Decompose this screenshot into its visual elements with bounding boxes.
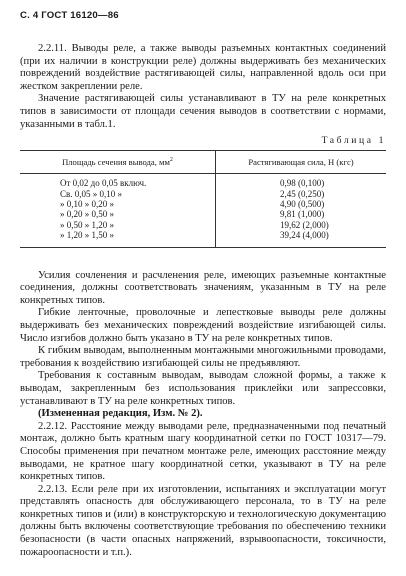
paragraph-force-value: Значение растягивающей силы устанавливают в ТУ на реле конкретных типов в зависимости от площади сечения выводов в соответствии с нормами, указанными в табл.1. [20, 93, 386, 130]
column-header-force: Растягивающая сила, Н (кгс) [216, 151, 387, 174]
force-table [20, 150, 386, 247]
cell-force: 2,45 (0,250) [280, 188, 325, 199]
table-row [20, 199, 386, 209]
table-row [20, 209, 386, 219]
cell-area: » 0,10 » 0,20 » [20, 199, 216, 209]
amendment-note: (Измененная редакция, Изм. № 2). [38, 408, 203, 420]
cell-force: 9,81 (1,000) [280, 209, 325, 220]
paragraph-2-2-11: 2.2.11. Выводы реле, а также выводы разъемных контактных соединений (при их наличии в конструкции реле) должны выдерживать без механических повреждений воздействие растягивающей силы, направленной вдоль оси при жестком закреплении реле. [20, 43, 386, 92]
table-caption: Таблица 1 [321, 135, 386, 147]
cell-force: 19,62 (2,000) [280, 219, 329, 230]
cell-force: 39,24 (4,000) [280, 230, 329, 241]
table-header-row [20, 151, 386, 174]
paragraph-composite-leads: Требования к составным выводам, выводам сложной формы, а также к выводам, закрепленным без использования приклейки или запрессовки, устанавливают в ТУ на реле конкретных типов. [20, 370, 386, 407]
table-row [20, 189, 386, 199]
cell-area: Св. 0,05 » 0,10 » [20, 189, 216, 199]
paragraph-flexible-leads: Гибкие ленточные, проволочные и лепестковые выводы реле должны выдерживать без механических повреждений воздействие изгибающей силы. Число изгибов должно быть указано в ТУ на реле конкретных типов. [20, 307, 386, 344]
running-head: С. 4 ГОСТ 16120—86 [20, 10, 119, 21]
paragraph-2-2-13: 2.2.13. Если реле при их изготовлении, испытаниях и эксплуатации могут представлять опасность для обслуживающего персонала, то в ТУ на реле конкретных типов и (или) в конструкторскую и технологическую документацию должны быть включены соответствующие требования по обеспечению техники безопасности (в части опасных напряжений, взрывоопасности, токсичности, пожароопасности и т.п.). [20, 483, 386, 558]
cell-force: 4,90 (0,500) [280, 198, 325, 209]
cell-area: » 0,50 » 1,20 » [20, 220, 216, 230]
table-row [20, 230, 386, 247]
column-header-area: Площадь сечения вывода, $мм^2$ [20, 151, 216, 174]
cell-force: 0,98 (0,100) [280, 178, 325, 189]
document-page [20, 10, 386, 559]
table-row [20, 220, 386, 230]
paragraph-mating-forces: Усилия сочленения и расчленения реле, имеющих разъемные контактные соединения, должны соответствовать значениям, указанным в ТУ на реле конкретных типов. [20, 269, 386, 306]
table-row [20, 174, 386, 189]
cell-area: От 0,02 до 0,05 включ. [20, 174, 216, 189]
paragraph-stranded-wires: К гибким выводам, выполненным монтажными многожильными проводами, требования к воздействию изгибающей силы не предъявляют. [20, 345, 386, 369]
cell-area: » 1,20 » 1,50 » [20, 230, 216, 247]
cell-area: » 0,20 » 0,50 » [20, 209, 216, 219]
paragraph-2-2-12: 2.2.12. Расстояние между выводами реле, предназначенными под печатный монтаж, должно быть кратным шагу координатной сетки по ГОСТ 10317—79. Способы применения при печатном монтаже реле, имеющих расстояние между выводами, не кратное шагу координатной сетки, указывают в ТУ на реле конкретных типов. [20, 420, 386, 483]
